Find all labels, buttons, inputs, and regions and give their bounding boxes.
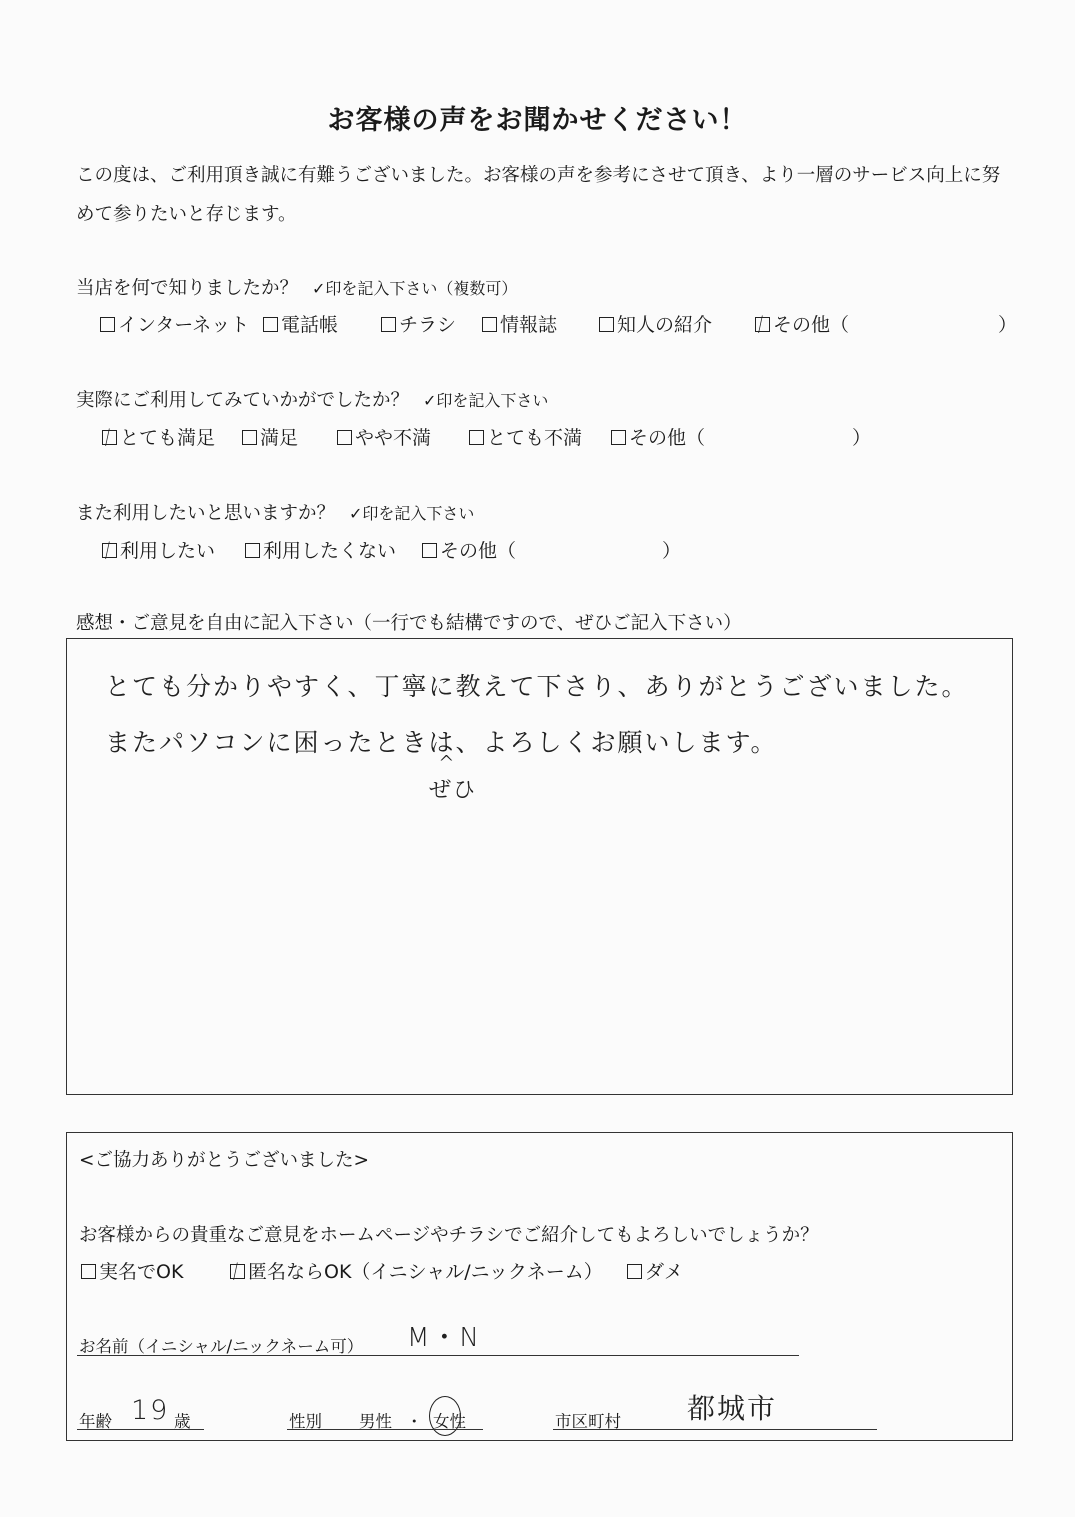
checkbox[interactable] [611, 430, 626, 445]
q2-question-text: 実際にご利用してみていかがでしたか？ [76, 390, 410, 411]
consent-question: お客様からの貴重なご意見をホームページやチラシでご紹介してもよろしいでしょうか？ [79, 1225, 819, 1246]
checkmark-icon: / [105, 425, 111, 449]
comments-textarea[interactable] [66, 638, 1013, 1095]
consent-option-anonymous[interactable] [230, 1257, 603, 1284]
age-underline [77, 1429, 204, 1430]
q2-option-satisfied[interactable] [242, 423, 298, 450]
checkbox[interactable] [245, 543, 260, 558]
consent-option-no[interactable] [627, 1257, 683, 1284]
q3-option-will-not-use[interactable] [245, 536, 396, 563]
option-label: 満足 [260, 427, 299, 449]
comment-line-2: またパソコンに困ったときは、よろしくお願いします。 [105, 728, 778, 757]
checkbox[interactable] [482, 317, 497, 332]
q1-hint: ✓印を記入下さい（複数可） [312, 279, 518, 298]
option-label: インターネット [118, 314, 250, 336]
q3-question-text: また利用したいと思いますか？ [76, 503, 336, 524]
checkbox-checked[interactable] [755, 312, 770, 336]
option-label: とても満足 [120, 427, 216, 449]
option-label: 実名でOK [99, 1261, 184, 1283]
q1-option-magazine[interactable] [482, 310, 557, 337]
q1-option-phonebook[interactable] [263, 310, 338, 337]
comment-line-1: とても分かりやすく、丁寧に教えて下さり、ありがとうございました。 [105, 672, 969, 701]
q1-question-text: 当店を何で知りましたか？ [76, 278, 299, 299]
inserted-word: ぜひ [429, 778, 478, 803]
option-label: 利用したくない [263, 540, 397, 562]
q1-option-flyer[interactable] [381, 310, 456, 337]
comments-label: 感想・ご意見を自由に記入下さい（一行でも結構ですので、ぜひご記入下さい） [76, 613, 742, 634]
checkbox-checked[interactable] [102, 425, 117, 449]
checkbox[interactable] [422, 543, 437, 558]
gender-male[interactable]: 男性 [359, 1412, 392, 1431]
option-label: 利用したい [120, 540, 216, 562]
gender-label: 性別 [289, 1412, 322, 1431]
checkbox[interactable] [81, 1264, 96, 1279]
gender-female[interactable]: 女性 [433, 1412, 466, 1431]
thanks-header: <ご協力ありがとうございました> [79, 1150, 370, 1171]
checkbox-checked[interactable] [230, 1259, 245, 1283]
checkmark-icon: / [758, 312, 764, 336]
city-value[interactable]: 都城市 [687, 1392, 778, 1425]
checkbox[interactable] [263, 317, 278, 332]
checkmark-icon: / [233, 1259, 239, 1283]
q1-question [76, 274, 517, 300]
q2-option-very-satisfied[interactable] [102, 423, 215, 450]
option-label: その他（ [440, 540, 517, 562]
insert-caret: ^ [438, 751, 457, 775]
age-label: 年齢 [79, 1412, 112, 1431]
age-unit: 歳 [174, 1412, 191, 1431]
name-value[interactable]: M・N [407, 1323, 481, 1353]
option-label: 匿名ならOK（イニシャル/ニックネーム） [248, 1261, 603, 1283]
page-title: お客様の声をお聞かせください！ [327, 105, 748, 136]
name-underline [77, 1355, 799, 1356]
q2-hint: ✓印を記入下さい [423, 391, 549, 410]
checkbox[interactable] [100, 317, 115, 332]
consent-section [66, 1132, 1013, 1441]
gender-separator: ・ [406, 1412, 423, 1431]
checkbox[interactable] [337, 430, 352, 445]
checkbox[interactable] [627, 1264, 642, 1279]
option-label: チラシ [399, 314, 457, 336]
q3-question [76, 499, 474, 525]
q1-option-referral[interactable] [599, 310, 712, 337]
q1-other-close: ） [998, 314, 1018, 336]
q1-option-internet[interactable] [100, 310, 249, 337]
q3-option-other[interactable] [422, 536, 516, 563]
checkbox-checked[interactable] [102, 538, 117, 562]
option-label: その他（ [629, 427, 706, 449]
option-label: とても不満 [487, 427, 583, 449]
checkbox[interactable] [381, 317, 396, 332]
q1-option-other[interactable] [755, 310, 849, 337]
age-value[interactable]: 19 [131, 1395, 170, 1426]
name-label: お名前（イニシャル/ニックネーム可） [79, 1337, 364, 1356]
option-label: 情報誌 [500, 314, 558, 336]
q2-option-somewhat-dissatisfied[interactable] [337, 423, 431, 450]
q2-option-other[interactable] [611, 423, 705, 450]
option-label: 知人の紹介 [617, 314, 713, 336]
q2-question [76, 386, 548, 412]
option-label: その他（ [773, 314, 850, 336]
intro-text: この度は、ご利用頂き誠に有難うございました。お客様の声を参考にさせて頂き、より一層のサービス向上に努めて参りたいと存じます。 [76, 165, 1001, 225]
city-label: 市区町村 [555, 1412, 621, 1431]
q2-other-close: ） [852, 427, 872, 449]
q3-option-will-use[interactable] [102, 536, 215, 563]
option-label: 電話帳 [281, 314, 339, 336]
option-label: やや不満 [355, 427, 432, 449]
consent-option-real-name[interactable] [81, 1257, 183, 1284]
checkbox[interactable] [599, 317, 614, 332]
checkmark-icon: / [105, 538, 111, 562]
q3-hint: ✓印を記入下さい [349, 504, 475, 523]
selection-circle-icon [429, 1396, 461, 1436]
q2-option-very-dissatisfied[interactable] [469, 423, 582, 450]
checkbox[interactable] [242, 430, 257, 445]
option-label: ダメ [645, 1261, 684, 1283]
q3-other-close: ） [662, 540, 682, 562]
checkbox[interactable] [469, 430, 484, 445]
gender-underline [287, 1429, 483, 1430]
city-underline [553, 1429, 877, 1430]
